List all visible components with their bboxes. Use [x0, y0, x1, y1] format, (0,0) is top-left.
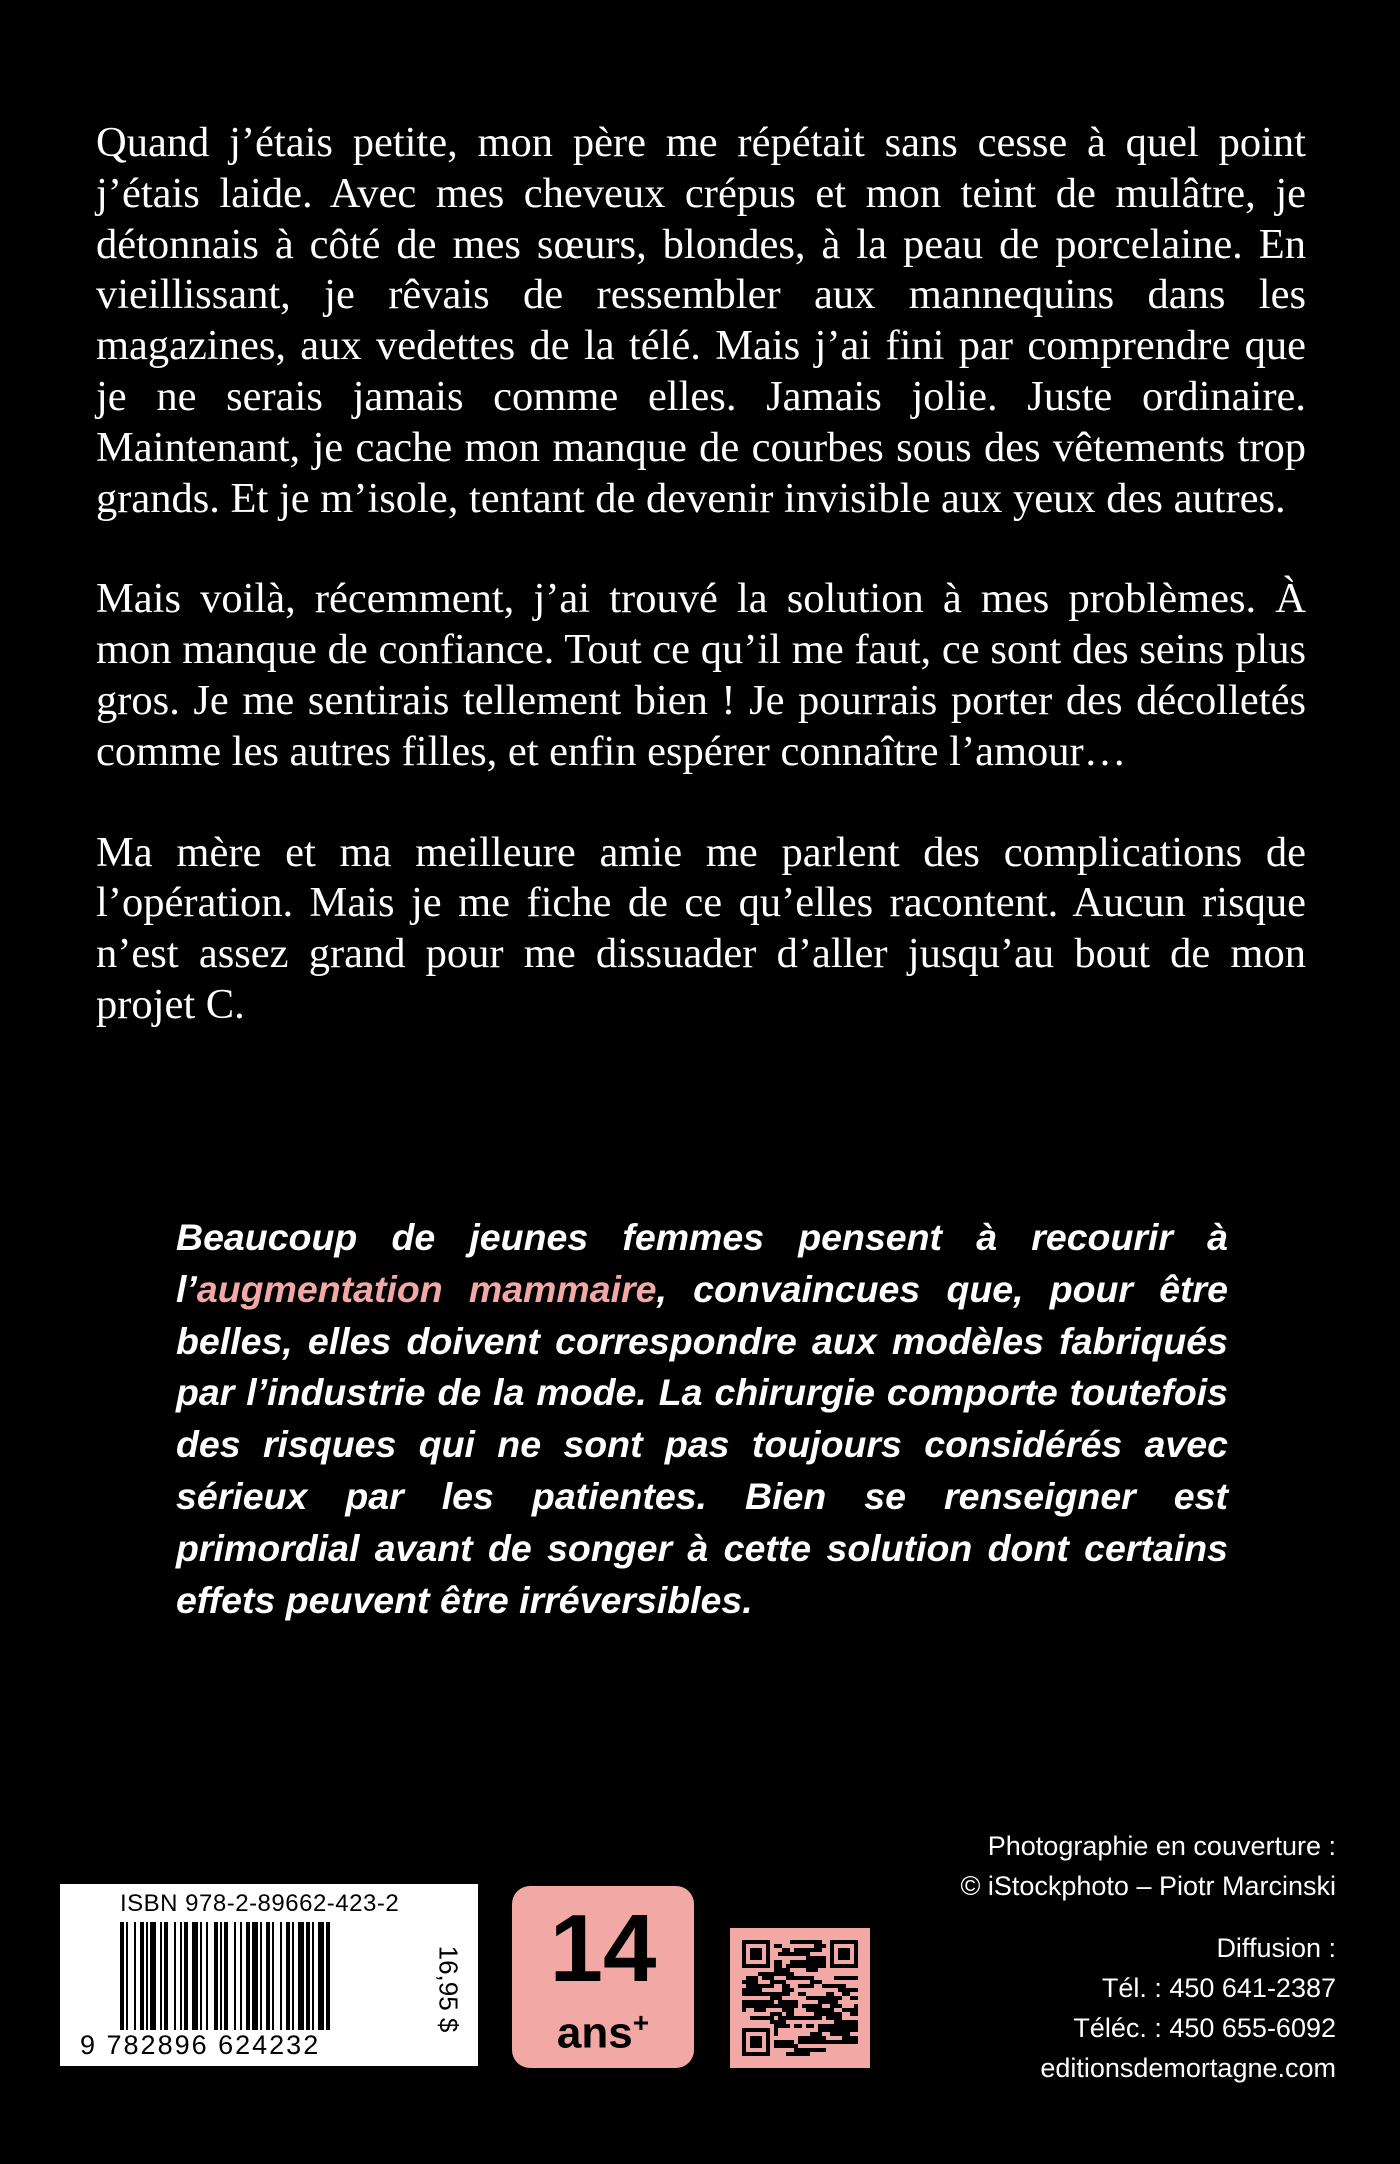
- qr-code[interactable]: [730, 1928, 870, 2068]
- age-rating-label: [512, 1998, 694, 2059]
- distribution-info: [916, 1928, 1336, 2088]
- blurb-highlight: augmentation mammaire: [196, 1267, 657, 1310]
- age-rating-plus: +: [632, 2007, 650, 2038]
- age-rating-badge: [512, 1886, 694, 2068]
- distribution-fax: Téléc. : 450 655-6092: [1073, 2013, 1336, 2043]
- photo-credit-source: © iStockphoto – Piotr Marcinski: [960, 1871, 1336, 1901]
- story-paragraph-3: Ma mère et ma meilleure amie me parlent des complications de l’opération. Mais je me fiche de ce qu’elles racontent. Aucun risque n’est assez grand pour me dissuader d’aller jusqu’au bout de mon projet C.: [96, 828, 1306, 1028]
- qr-code-icon: [742, 1940, 858, 2056]
- story-paragraph-1: Quand j’étais petite, mon père me répétait sans cesse à quel point j’étais laide. Avec mes cheveux crépus et mon teint de mulâtre, je détonnais à côté de mes sœurs, blondes, à la peau de porcelaine. En vieillissant, je rêvais de ressembler aux mannequins dans les magazines, aux vedettes de la télé. Mais j’ai fini par comprendre que je ne serais jamais comme elles. Jamais jolie. Juste ordinaire. Maintenant, je cache mon manque de courbes sous des vêtements trop grands. Et je m’isole, tentant de devenir invisible aux yeux des autres.: [96, 119, 1306, 522]
- price-text: 16,95 $: [433, 1945, 464, 2033]
- photo-credit: [816, 1826, 1336, 1906]
- photo-credit-label: Photographie en couverture :: [987, 1831, 1336, 1861]
- blurb-text-end: , convaincues que, pour être belles, elles doivent correspondre aux modèles fabriqués par l’industrie de la mode. La chirurgie comporte toutefois des risques qui ne sont pas toujours considérés avec sérieux par les patientes. Bien se renseigner est primordial avant de songer à cette solution dont certains effets peuvent être irréversibles.: [176, 1267, 1228, 1621]
- price-tag: [428, 1924, 468, 2054]
- barcode-digits: 9 782896 624232: [80, 2030, 321, 2060]
- age-rating-unit: ans: [556, 2008, 633, 2058]
- story-paragraph-2: Mais voilà, récemment, j’ai trouvé la solution à mes problèmes. À mon manque de confiance. Tout ce qu’il me faut, ce sont des seins plus gros. Je me sentirais tellement bien ! Je pourrais porter des décolletés comme les autres filles, et enfin espérer connaître l’amour…: [96, 575, 1306, 775]
- distribution-label: Diffusion :: [1216, 1933, 1336, 1963]
- blurb-text-start: Beaucoup de jeunes femmes pensent à recourir à l’: [176, 1216, 1228, 1310]
- barcode-label: [60, 1884, 478, 2066]
- barcode-bars: [118, 1922, 428, 2030]
- blurb-paragraph: [176, 1212, 1228, 1626]
- book-blurb: [176, 1212, 1228, 1626]
- age-rating-number: 14: [549, 1895, 657, 2002]
- distribution-phone: Tél. : 450 641-2387: [1101, 1973, 1336, 2003]
- isbn-number: ISBN 978-2-89662-423-2: [120, 1890, 400, 1917]
- story-text: [96, 118, 1306, 1081]
- publisher-website: editionsdemortagne.com: [1040, 2053, 1336, 2083]
